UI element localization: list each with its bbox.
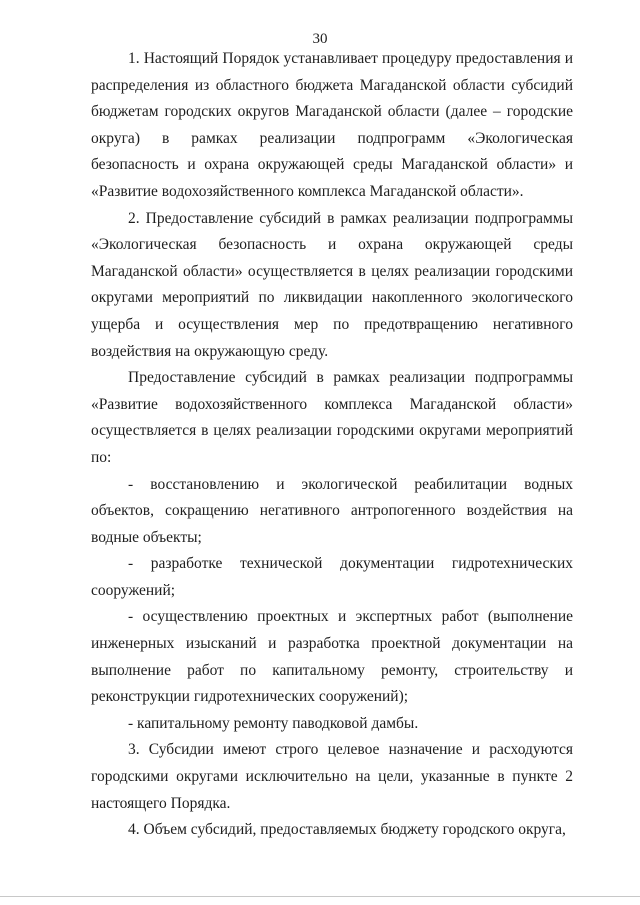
scan-edge-divider bbox=[0, 896, 640, 897]
paragraph-4: 4. Объем субсидий, предоставляемых бюджету городского округа, bbox=[128, 821, 566, 839]
list-item-dam-repair: - капитальному ремонту паводковой дамбы. bbox=[128, 714, 419, 732]
paragraph-3: 3. Субсидии имеют строго целевое назначение и расходуются городскими округами исключительно на цели, указанные в пункте 2 настоящего Порядка. bbox=[91, 741, 573, 812]
document-body bbox=[91, 46, 573, 844]
list-item-water-restoration: - восстановлению и экологической реабилитации водных объектов, сокращению негативного антропогенного воздействия на водные объекты; bbox=[91, 475, 573, 546]
list-item-technical-documentation: - разработке технической документации гидротехнических сооружений; bbox=[91, 555, 573, 599]
page-number: 30 bbox=[312, 31, 328, 47]
paragraph-2-continued: Предоставление субсидий в рамках реализации подпрограммы «Развитие водохозяйственного комплекса Магаданской области» осуществляется в целях реализации городскими округами мероприятий по: bbox=[91, 369, 573, 466]
paragraph-1: 1. Настоящий Порядок устанавливает процедуру предоставления и распределения из областного бюджета Магаданской области субсидий бюджетам городских округов Магаданской области (далее – городские округа) в рамках реализации подпрограмм «Экологическая безопасность и охрана окружающей среды Магаданской области» и «Развитие водохозяйственного комплекса Магаданской области». bbox=[91, 50, 573, 200]
paragraph-2: 2. Предоставление субсидий в рамках реализации подпрограммы «Экологическая безопасность и охрана окружающей среды Магаданской области» осуществляется в целях реализации городскими округами мероприятий по ликвидации накопленного экологического ущерба и осуществления мер по предотвращению негативного воздействия на окружающую среду. bbox=[91, 209, 573, 360]
list-item-design-works: - осуществлению проектных и экспертных работ (выполнение инженерных изысканий и разработка проектной документации на выполнение работ по капитальному ремонту, строительству и реконструкции гидротехнических сооружений); bbox=[91, 608, 573, 706]
